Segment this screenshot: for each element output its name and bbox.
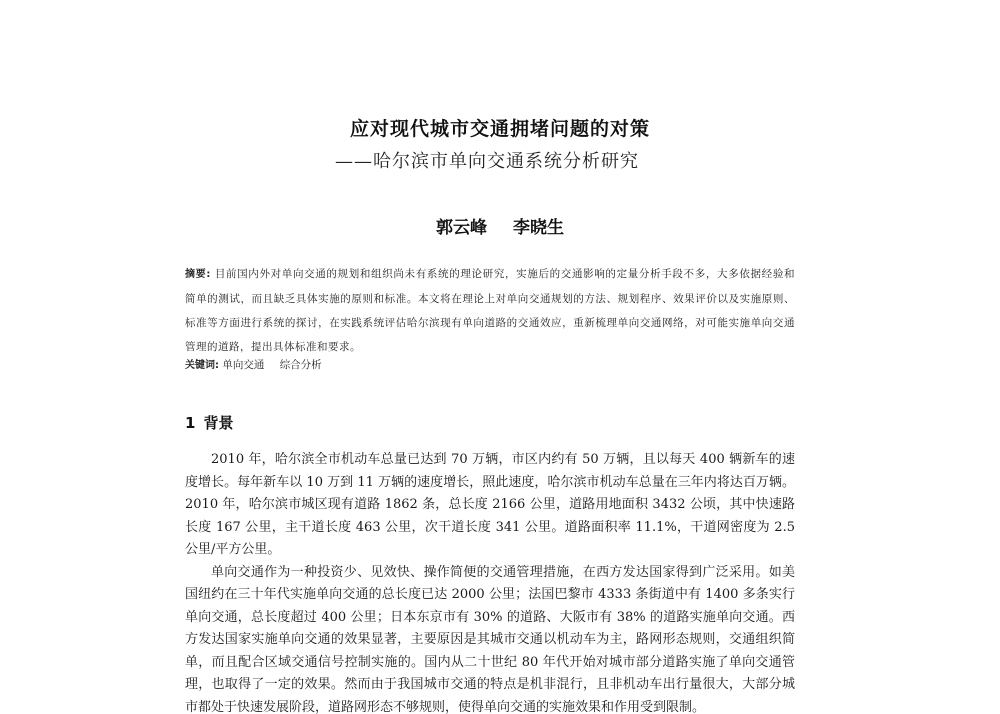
section-number: 1 xyxy=(185,414,196,432)
body-text xyxy=(185,449,795,714)
section-heading xyxy=(185,412,233,433)
keyword: 单向交通 xyxy=(222,359,265,371)
keywords xyxy=(185,356,334,372)
paper-title: 应对现代城市交通拥堵问题的对策 xyxy=(349,118,650,140)
abstract-text: 目前国内外对单向交通的规划和组织尚未有系统的理论研究，实施后的交通影响的定量分析手段不多，大多依据经验和简单的测试，而且缺乏具体实施的原则和标准。本文将在理论上对单向交通规划的方法、规划程序、效果评价以及实施原则、标准等方面进行系统的探讨，在实践系统评估哈尔滨现有单向道路的交通效应，重新梳理单向交通网络，对可能实施单向交通管理的道路，提出具体标准和要求。 xyxy=(185,268,796,353)
keyword: 综合分析 xyxy=(279,359,322,371)
keywords-label: 关键词: xyxy=(185,360,219,371)
abstract-label: 摘要: xyxy=(185,269,211,280)
section-title: 背景 xyxy=(203,414,234,432)
author-name: 李晓生 xyxy=(512,218,564,238)
author-name: 郭云峰 xyxy=(436,218,488,238)
body-paragraph: 2010 年，哈尔滨全市机动车总量已达到 70 万辆，市区内约有 50 万辆，且以每天 400 辆新车的速度增长。每年新车以 10 万到 11 万辆的速度增长，照此速度，哈尔滨市机动车总量在三年内将达百万辆。2010 年，哈尔滨市城区现有道路 1862 条，总长度 2166 公里，道路用地面积 3432 公顷，其中快速路长度 167 公里，主干道长度 463 公里，次干道长度 341 公里。道路面积率 11.1%，干道网密度为 2.5 公里/平方公里。 xyxy=(185,452,795,557)
paper-subtitle: ——哈尔滨市单向交通系统分析研究 xyxy=(335,151,639,172)
body-paragraph: 单向交通作为一种投资少、见效快、操作简便的交通管理措施，在西方发达国家得到广泛采用。如美国纽约在三十年代实施单向交通的总长度已达 2000 公里；法国巴黎市 4333 条街道中有 1400 多条实行单向交通，总长度超过 400 公里；日本东京市有 30% 的道路、大阪市有 38% 的道路实施单向交通。西方发达国家实施单向交通的效果显著，主要原因是其城市交通以机动车为主，路网形态规则，交通组织简单，而且配合区域交通信号控制实施的。国内从二十世纪 80 年代开始对城市部分道路实施了单向交通管理，也取得了一定的效果。然而由于我国城市交通的特点是机非混行，且非机动车出行量很大，大部分城市都处于快速发展阶段，道路网形态不够规则，使得单向交通的实施效果和作用受到限制。 xyxy=(185,564,795,714)
abstract xyxy=(185,262,795,359)
author-list xyxy=(0,213,1000,238)
